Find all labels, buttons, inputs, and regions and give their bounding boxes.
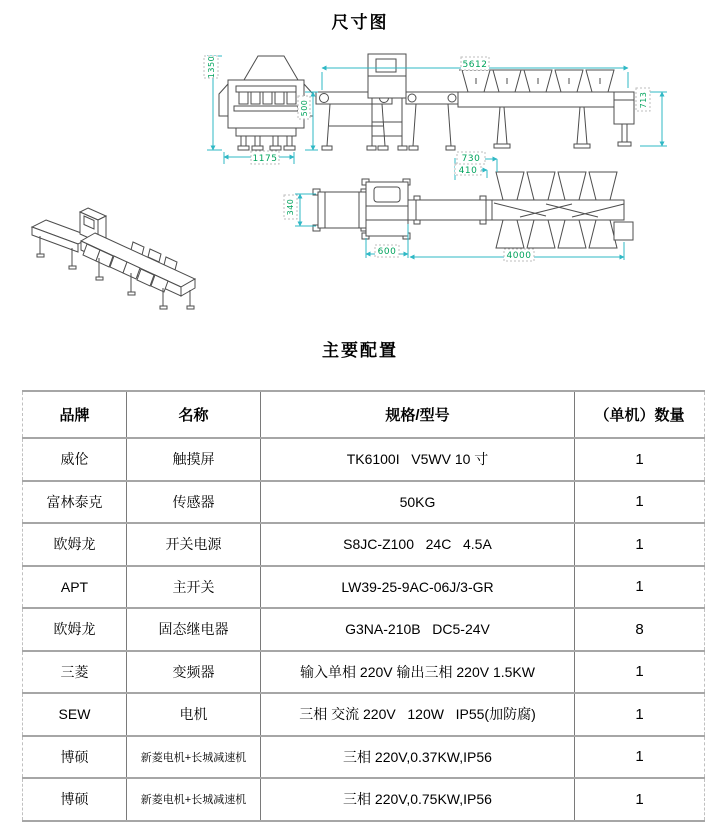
cell-name: 主开关 [127,566,261,609]
cell-qty: 1 [575,736,705,779]
cell-spec: 三相 220V,0.37KW,IP56 [261,736,575,779]
dim-belt-width [284,194,316,226]
cell-spec: 三相 220V,0.75KW,IP56 [261,778,575,821]
configuration-title: 主要配置 [322,341,398,360]
config-table [22,390,705,822]
dim-label-410: 410 [458,166,478,176]
link-conveyor-plan [408,196,492,224]
cell-qty: 1 [575,693,705,736]
cell-name: 开关电源 [127,523,261,566]
table-row [23,693,705,736]
table-row [23,778,705,821]
dim-label-500: 500 [300,99,309,117]
dim-label-340: 340 [286,198,295,216]
column-header-name: 名称 [127,391,261,438]
cell-qty: 8 [575,608,705,651]
dim-label-5612: 5612 [462,60,488,70]
table-row [23,651,705,694]
table-row [23,523,705,566]
cell-name: 变频器 [127,651,261,694]
cell-name: 新菱电机+长城减速机 [127,736,261,779]
dim-label-600: 600 [377,247,397,257]
dim-label-4000: 4000 [506,251,532,261]
dim-label-1175: 1175 [252,154,278,164]
cell-spec: LW39-25-9AC-06J/3-GR [261,566,575,609]
cell-spec: 输入单相 220V 输出三相 220V 1.5KW [261,651,575,694]
dim-label-730: 730 [461,154,481,164]
cell-spec: 50KG [261,481,575,524]
cell-qty: 1 [575,438,705,481]
cell-name: 固态继电器 [127,608,261,651]
cell-brand: 富林泰克 [23,481,127,524]
dimension-drawing [0,40,720,326]
table-row [23,438,705,481]
table-row [23,608,705,651]
column-header-qty: （单机）数量 [575,391,705,438]
cell-name: 电机 [127,693,261,736]
cell-name: 传感器 [127,481,261,524]
dimension-diagram-title: 尺寸图 [331,13,389,32]
column-header-brand: 品牌 [23,391,127,438]
table-row [23,481,705,524]
cell-qty: 1 [575,778,705,821]
table-row [23,736,705,779]
column-header-spec: 规格/型号 [261,391,575,438]
cell-spec: TK6100I V5WV 10 寸 [261,438,575,481]
cell-brand: 欧姆龙 [23,523,127,566]
cell-qty: 1 [575,523,705,566]
cell-spec: S8JC-Z100 24C 4.5A [261,523,575,566]
cell-qty: 1 [575,651,705,694]
cell-spec: G3NA-210B DC5-24V [261,608,575,651]
table-header-row [23,391,705,438]
cell-brand: APT [23,566,127,609]
infeed-conveyor-side [316,92,392,150]
cell-qty: 1 [575,566,705,609]
cell-brand: SEW [23,693,127,736]
cell-brand: 博硕 [23,736,127,779]
sorter-side-view [458,70,634,148]
cell-brand: 欧姆龙 [23,608,127,651]
cell-name: 触摸屏 [127,438,261,481]
dim-detector-width [224,151,294,164]
dim-outlet-height [636,88,667,146]
cell-brand: 三菱 [23,651,127,694]
cell-qty: 1 [575,481,705,524]
dim-chute-opening [455,164,487,178]
checkweigher-plan [362,179,410,239]
cell-brand: 博硕 [23,778,127,821]
infeed-conveyor-plan [313,189,368,231]
cell-brand: 威伦 [23,438,127,481]
sorter-plan [492,172,633,248]
isometric-view [32,208,195,309]
cell-spec: 三相 交流 220V 120W IP55(加防腐) [261,693,575,736]
dim-label-1350: 1350 [207,55,216,79]
table-row [23,566,705,609]
cell-name: 新菱电机+长城减速机 [127,778,261,821]
link-conveyor-side [406,92,458,150]
dim-label-713: 713 [639,91,648,109]
